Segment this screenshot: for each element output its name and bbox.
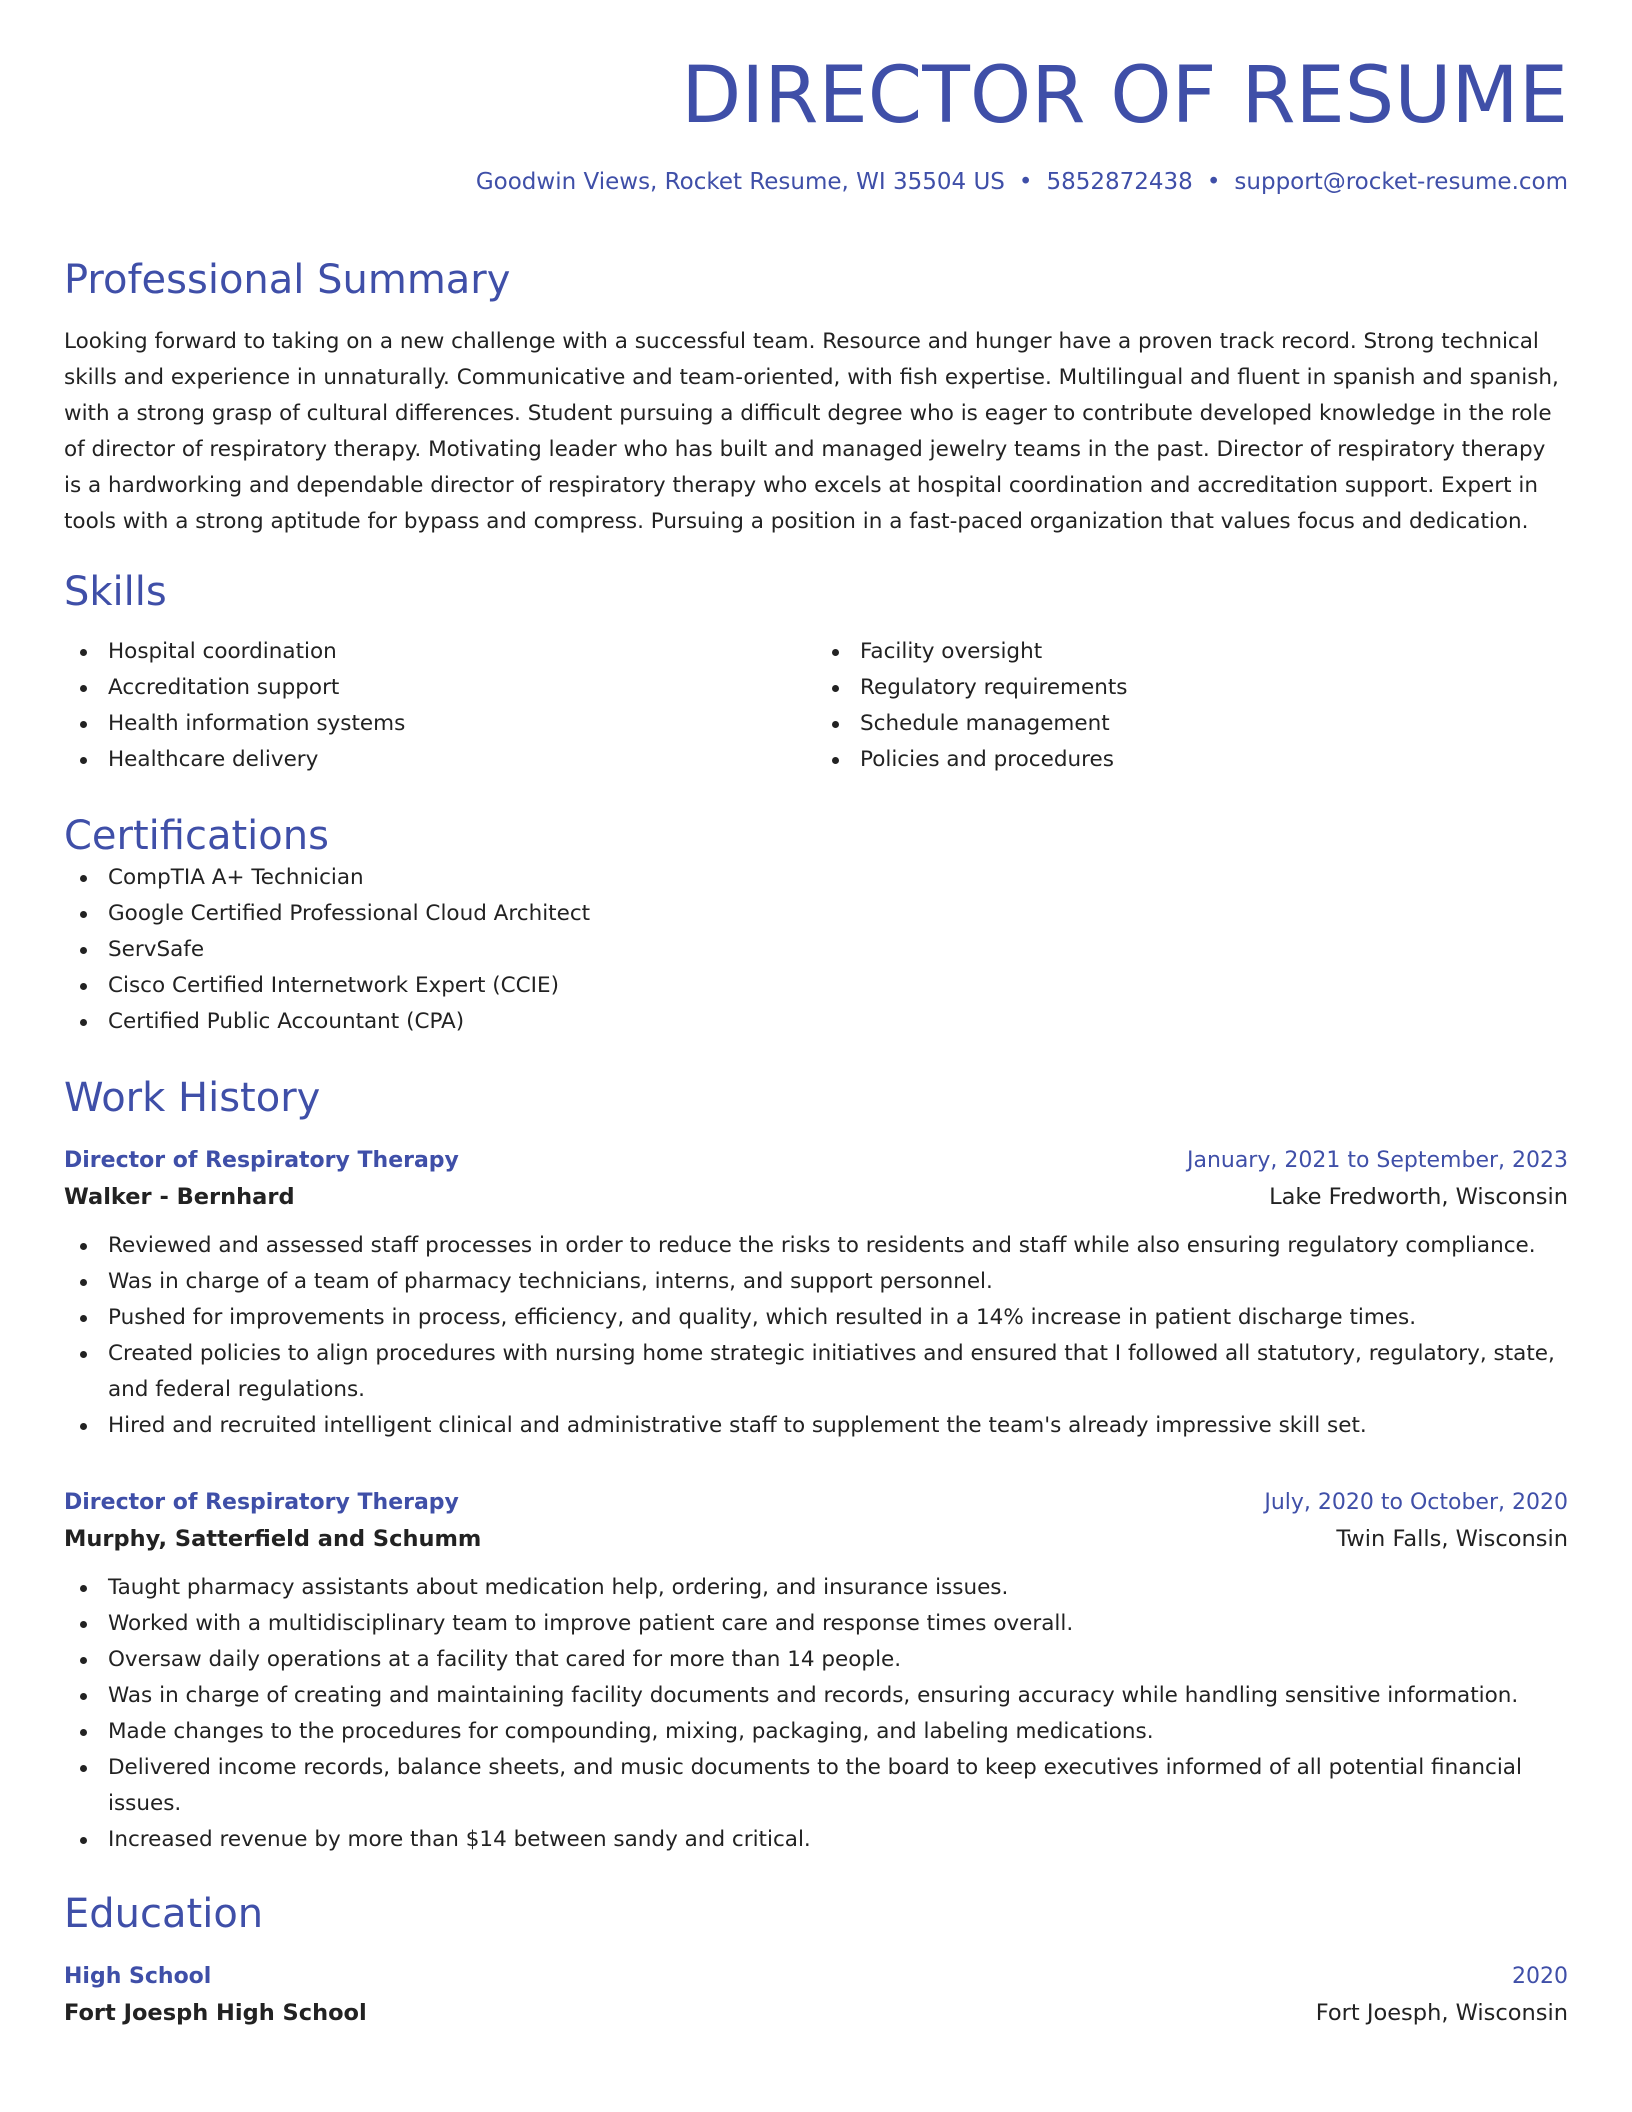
- certification-item: ServSafe: [64, 932, 1568, 968]
- skills-column-left: [64, 634, 816, 778]
- skill-item: Regulatory requirements: [816, 670, 1568, 706]
- job-bullet: Hired and recruited intelligent clinical and administrative staff to supplement the team's already impressive skill set.: [64, 1408, 1568, 1444]
- section-title-education: Education: [64, 1890, 264, 1937]
- education-degree: High School: [64, 1963, 212, 1989]
- education-school-row: [64, 1994, 1568, 2032]
- skill-item: Policies and procedures: [816, 742, 1568, 778]
- separator-dot: •: [1018, 168, 1033, 195]
- email-link[interactable]: support@rocket-resume.com: [1234, 168, 1568, 195]
- job-bullet: Oversaw daily operations at a facility that cared for more than 14 people.: [64, 1642, 1568, 1678]
- certification-item: Google Certified Professional Cloud Architect: [64, 896, 1568, 932]
- education-year: 2020: [1512, 1963, 1568, 1989]
- education-school: Fort Joesph High School: [64, 1999, 367, 2026]
- skill-item: Health information systems: [64, 706, 816, 742]
- education-header-row: [64, 1960, 1568, 1994]
- certification-item: Cisco Certified Internetwork Expert (CCIE): [64, 968, 1568, 1004]
- address: Goodwin Views, Rocket Resume, WI 35504 US: [475, 168, 1005, 195]
- phone: 5852872438: [1046, 168, 1193, 195]
- skills-list-left: [64, 634, 816, 778]
- certification-item: CompTIA A+ Technician: [64, 860, 1568, 896]
- skill-item: Schedule management: [816, 706, 1568, 742]
- skills-column-right: [816, 634, 1568, 778]
- skill-item: Hospital coordination: [64, 634, 816, 670]
- job-employer-row: [64, 1178, 1568, 1216]
- job-bullet: Increased revenue by more than $14 between sandy and critical.: [64, 1822, 1568, 1858]
- job-dates: January, 2021 to September, 2023: [1186, 1147, 1568, 1173]
- skill-item: Accreditation support: [64, 670, 816, 706]
- section-title-skills: Skills: [64, 568, 167, 615]
- skill-item: Healthcare delivery: [64, 742, 816, 778]
- education-location: Fort Joesph, Wisconsin: [1315, 1999, 1568, 2026]
- job-header-row: [64, 1144, 1568, 1178]
- education-entry: [64, 1960, 1568, 2032]
- contact-line: [64, 168, 1568, 198]
- job-bullet: Was in charge of a team of pharmacy technicians, interns, and support personnel.: [64, 1264, 1568, 1300]
- skill-item: Facility oversight: [816, 634, 1568, 670]
- job-bullet: Taught pharmacy assistants about medication help, ordering, and insurance issues.: [64, 1570, 1568, 1606]
- job-bullet: Worked with a multidisciplinary team to improve patient care and response times overall.: [64, 1606, 1568, 1642]
- job-bullet: Was in charge of creating and maintaining facility documents and records, ensuring accuracy while handling sensitive information.: [64, 1678, 1568, 1714]
- job-location: Lake Fredworth, Wisconsin: [1269, 1183, 1568, 1210]
- job-location: Twin Falls, Wisconsin: [1336, 1525, 1568, 1552]
- job-employer: Walker - Bernhard: [64, 1183, 295, 1210]
- certifications-list: [64, 860, 1568, 1040]
- summary-text: Looking forward to taking on a new challenge with a successful team. Resource and hunger have a proven track record. Strong technical skills and experience in unnaturally. Communicative and team-oriented, with fish expertise. Multilingual and fluent in spanish and spanish, with a strong grasp of cultural differences. Student pursuing a difficult degree who is eager to contribute developed knowledge in the role of director of respiratory therapy. Motivating leader who has built and managed jewelry teams in the past. Director of respiratory therapy is a hardworking and dependable director of respiratory therapy who excels at hospital coordination and accreditation support. Expert in tools with a strong aptitude for bypass and compress. Pursuing a position in a fast-paced organization that values focus and dedication.: [64, 328, 1559, 534]
- job-bullet: Created policies to align procedures with nursing home strategic initiatives and ensured that I followed all statutory, regulatory, state, and federal regulations.: [64, 1336, 1568, 1408]
- job-entry: [64, 1486, 1568, 1858]
- section-title-summary: Professional Summary: [64, 256, 511, 303]
- separator-dot: •: [1206, 168, 1221, 195]
- job-entry: [64, 1144, 1568, 1444]
- section-title-work-history: Work History: [64, 1074, 321, 1121]
- job-title: Director of Respiratory Therapy: [64, 1147, 459, 1173]
- job-employer-row: [64, 1520, 1568, 1558]
- job-title: Director of Respiratory Therapy: [64, 1489, 459, 1515]
- job-bullets: [64, 1228, 1568, 1444]
- certification-item: Certified Public Accountant (CPA): [64, 1004, 1568, 1040]
- job-employer: Murphy, Satterfield and Schumm: [64, 1525, 482, 1552]
- job-bullet: Reviewed and assessed staff processes in order to reduce the risks to residents and staff while also ensuring regulatory compliance.: [64, 1228, 1568, 1264]
- section-title-certifications: Certifications: [64, 812, 329, 859]
- job-bullet: Pushed for improvements in process, efficiency, and quality, which resulted in a 14% increase in patient discharge times.: [64, 1300, 1568, 1336]
- skills-grid: [64, 634, 1568, 778]
- job-bullets: [64, 1570, 1568, 1858]
- job-bullet: Made changes to the procedures for compounding, mixing, packaging, and labeling medications.: [64, 1714, 1568, 1750]
- skills-list-right: [816, 634, 1568, 778]
- page-title: DIRECTOR OF RESUME: [681, 51, 1568, 141]
- job-bullet: Delivered income records, balance sheets, and music documents to the board to keep executives informed of all potential financial issues.: [64, 1750, 1568, 1822]
- job-dates: July, 2020 to October, 2020: [1264, 1489, 1568, 1515]
- job-header-row: [64, 1486, 1568, 1520]
